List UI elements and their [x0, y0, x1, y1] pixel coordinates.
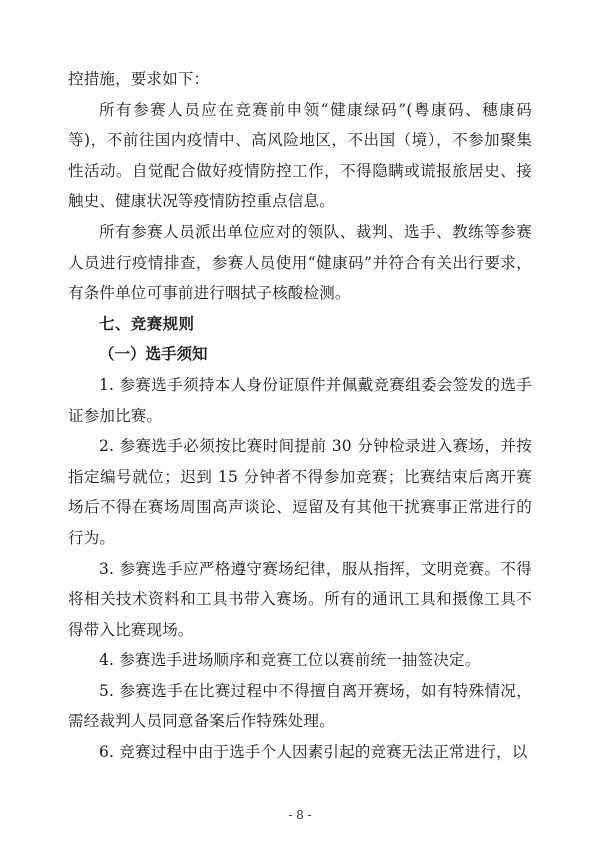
rule-item-4: 4. 参赛选手进场顺序和竞赛工位以赛前统一抽签决定。	[99, 651, 481, 670]
page-number: - 8 -	[288, 808, 312, 822]
subsection-heading-contestant-notice: （一）选手须知	[99, 344, 208, 364]
paragraph-intro-continuation: 控措施，要求如下：	[68, 70, 210, 88]
rule-item-2: 2. 参赛选手必须按比赛时间提前 30 分钟检录进入赛场，并按指定编号就位；迟到 15 分钟者不得参加竞赛；比赛结束后离开赛场后不得在赛场周围高声谈论、逗留及有其他干扰赛事正常进行的行为。	[68, 437, 532, 547]
rule-item-5: 5. 参赛选手在比赛过程中不得擅自离开赛场，如有特殊情况，需经裁判人员同意备案后作特殊处理。	[68, 681, 532, 731]
rule-item-1: 1. 参赛选手须持本人身份证原件并佩戴竞赛组委会签发的选手证参加比赛。	[68, 375, 532, 425]
rule-item-3: 3. 参赛选手应严格遵守赛场纪律，服从指挥，文明竞赛。不得将相关技术资料和工具书带入赛场。所有的通讯工具和摄像工具不得带入比赛现场。	[68, 559, 532, 639]
section-heading-competition-rules: 七、竞赛规则	[99, 314, 195, 333]
document-body	[68, 64, 532, 768]
paragraph-screening: 所有参赛人员派出单位应对的领队、裁判、选手、教练等参赛人员进行疫情排查，参赛人员使用“健康码”并符合有关出行要求，有条件单位可事前进行咽拭子核酸检测。	[68, 222, 532, 303]
paragraph-health-code: 所有参赛人员应在竞赛前申领“健康绿码”(粤康码、穗康码等)，不前往国内疫情中、高风险地区，不出国（境），不参加聚集性活动。自觉配合做好疫情防控工作，不得隐瞒或谎报旅居史、接触史、健康状况等疫情防控重点信息。	[68, 100, 532, 211]
rule-item-6: 6. 竞赛过程中由于选手个人因素引起的竞赛无法正常进行，以	[99, 743, 528, 762]
